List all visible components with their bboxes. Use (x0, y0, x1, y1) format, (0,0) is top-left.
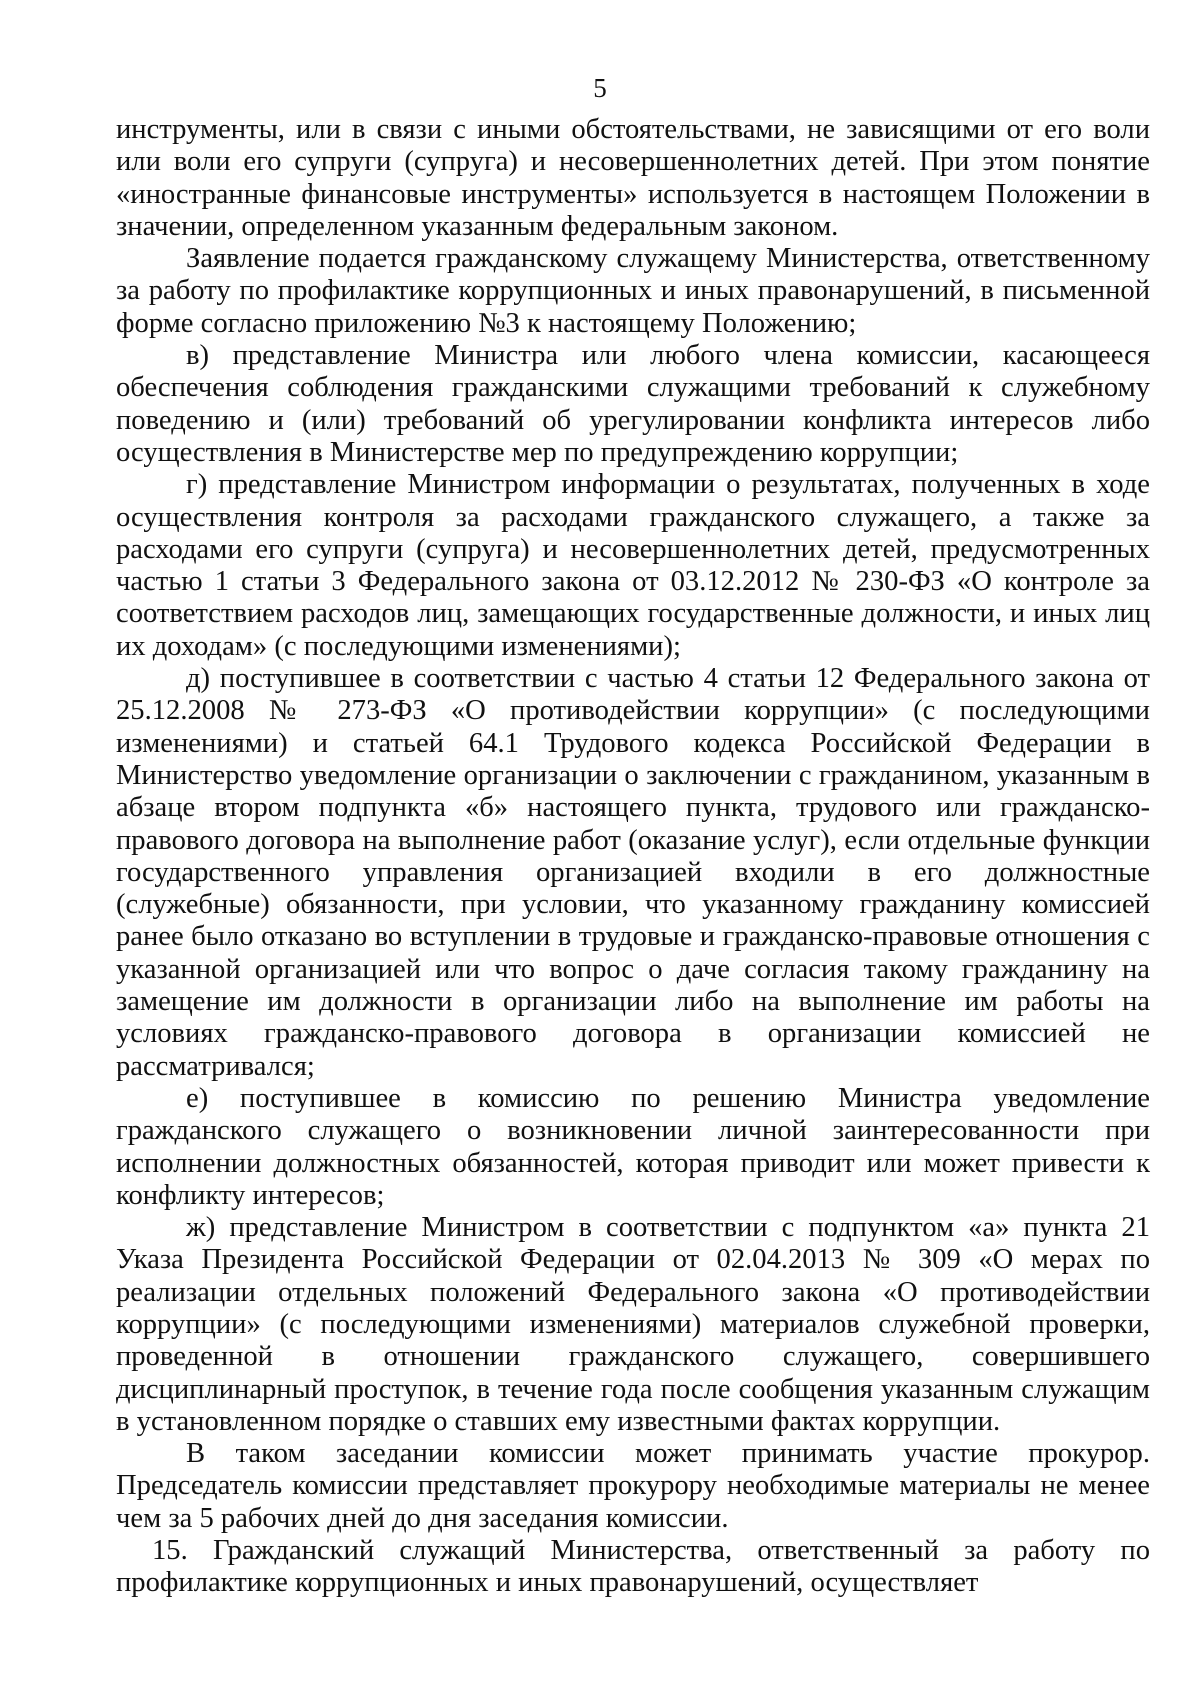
paragraph-clause-15: 15. Гражданский служащий Министерства, ответственный за работу по профилактике коррупционных и иных правонарушений, осуществляет (116, 1535, 1150, 1599)
paragraph-application: Заявление подается гражданскому служащему Министерства, ответственному за работу по профилактике коррупционных и иных правонарушений, в письменной форме согласно приложению №3 к настоящему Положению; (116, 243, 1150, 339)
paragraph-item-g: г) представление Министром информации о результатах, полученных в ходе осуществления контроля за расходами гражданского служащего, а также за расходами его супруги (супруга) и несовершеннолетних детей, предусмотренных частью 1 статьи 3 Федерального закона от 03.12.2012 № 230-ФЗ «О контроле за соответствием расходов лиц, замещающих государственные должности, и иных лиц их доходам» (с последующими изменениями); (116, 469, 1150, 662)
paragraph-item-d: д) поступившее в соответствии с частью 4 статьи 12 Федерального закона от 25.12.2008 № 273-ФЗ «О противодействии коррупции» (с последующими изменениями) и статьей 64.1 Трудового кодекса Российской Федерации в Министерство уведомление организации о заключении с гражданином, указанным в абзаце втором подпункта «б» настоящего пункта, трудового или гражданско-правового договора на выполнение работ (оказание услуг), если отдельные функции государственного управления организацией входили в его должностные (служебные) обязанности, при условии, что указанному гражданину комиссией ранее было отказано во вступлении в трудовые и гражданско-правовые отношения с указанной организацией или что вопрос о даче согласия такому гражданину на замещение им должности в организации либо на выполнение им работы на условиях гражданско-правового договора в организации комиссией не рассматривался; (116, 663, 1150, 1082)
page-number: 5 (593, 73, 607, 103)
document-body (116, 114, 1150, 1600)
paragraph-prosecutor: В таком заседании комиссии может принимать участие прокурор. Председатель комиссии представляет прокурору необходимые материалы не менее чем за 5 рабочих дней до дня заседания комиссии. (116, 1438, 1150, 1534)
paragraph-continuation: инструменты, или в связи с иными обстоятельствами, не зависящими от его воли или воли его супруги (супруга) и несовершеннолетних детей. При этом понятие «иностранные финансовые инструменты» используется в настоящем Положении в значении, определенном указанным федеральным законом. (116, 114, 1150, 242)
paragraph-item-e: е) поступившее в комиссию по решению Министра уведомление гражданского служащего о возникновении личной заинтересованности при исполнении должностных обязанностей, которая приводит или может привести к конфликту интересов; (116, 1082, 1150, 1211)
paragraph-item-v: в) представление Министра или любого члена комиссии, касающееся обеспечения соблюдения гражданскими служащими требований к служебному поведению и (или) требований об урегулировании конфликта интересов либо осуществления в Министерстве мер по предупреждению коррупции; (116, 340, 1150, 468)
paragraph-item-zh: ж) представление Министром в соответствии с подпунктом «а» пункта 21 Указа Президента Российской Федерации от 02.04.2013 № 309 «О мерах по реализации отдельных положений Федерального закона «О противодействии коррупции» (с последующими изменениями) материалов служебной проверки, проведенной в отношении гражданского служащего, совершившего дисциплинарный проступок, в течение года после сообщения указанным служащим в установленном порядке о ставших ему известными фактах коррупции. (116, 1212, 1150, 1437)
